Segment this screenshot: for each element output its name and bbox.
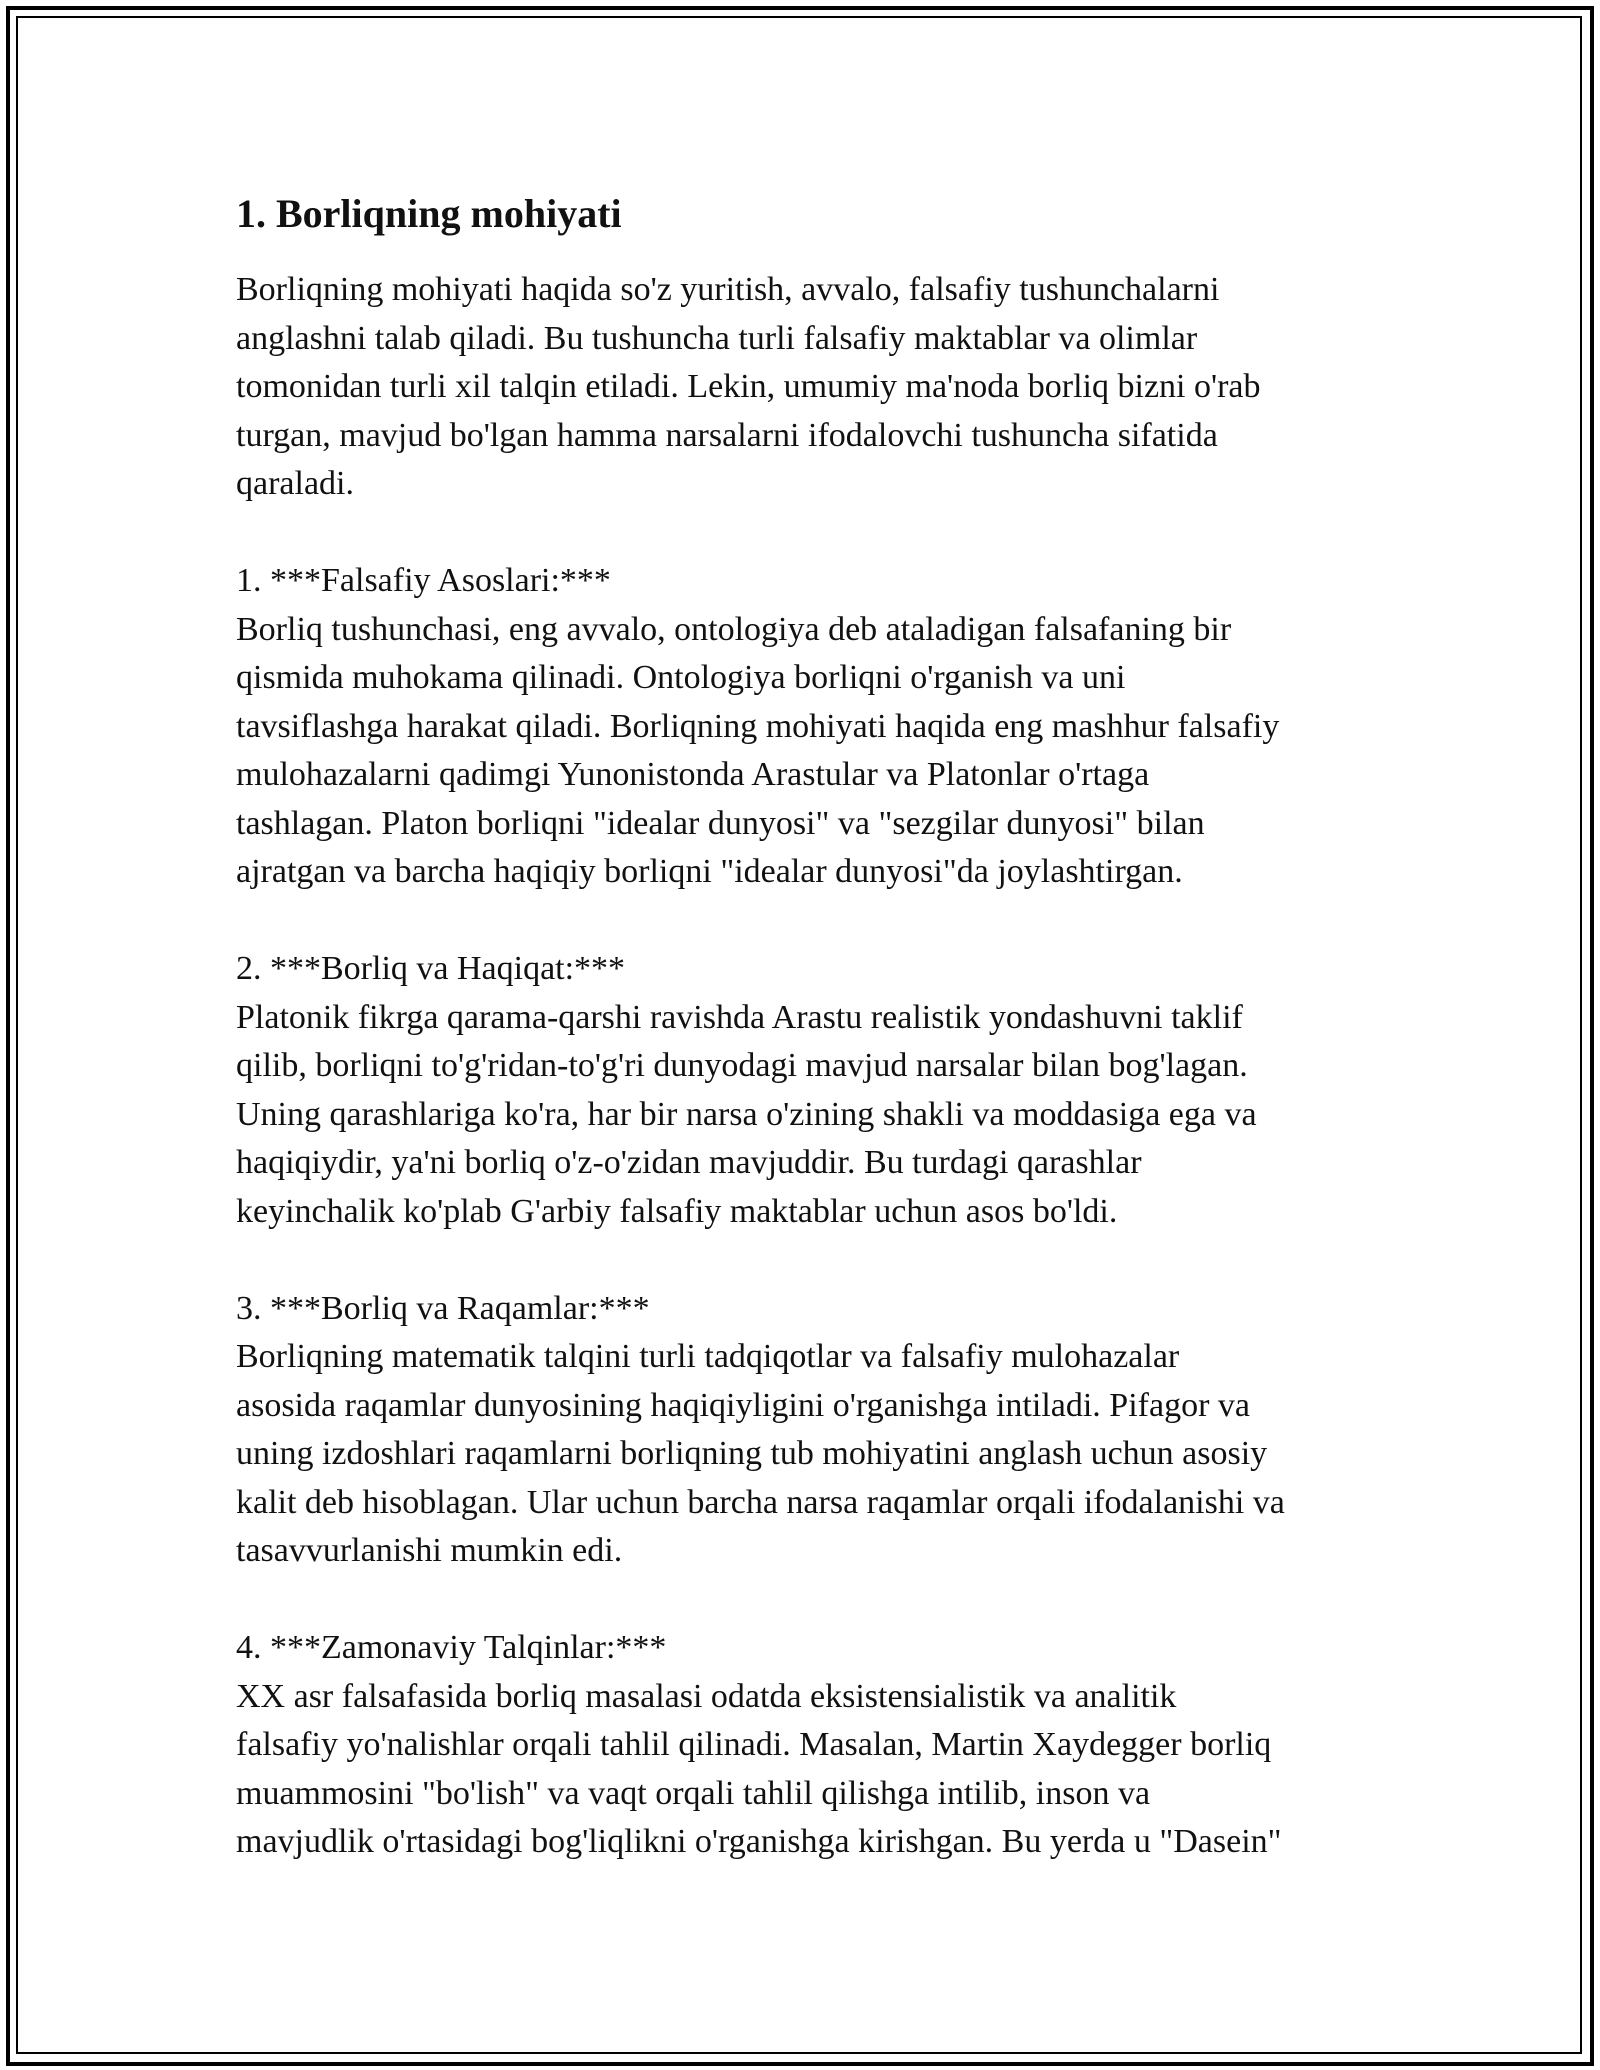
section-body: Borliq tushunchasi, eng avvalo, ontologiya deb ataladigan falsafaning bir qismida muhokama qilinadi. Ontologiya borliqni o'rganish va uni tavsiflashga harakat qiladi. Borliqning mohiyati haqida eng mashhur falsafiy mulohazalarni qadimgi Yunonistonda Arastular va Platonlar o'rtaga tashlagan. Platon borliqni "idealar dunyosi" va "sezgilar dunyosi" bilan ajratgan va barcha haqiqiy borliqni "idealar dunyosi"da joylashtirgan. [236,610,1280,890]
section-title: 2. ***Borliq va Haqiqat:*** [236,950,626,987]
section-falsafiy-asoslari [236,557,1386,897]
section-borliq-va-raqamlar [236,1285,1386,1576]
document-body [236,186,1386,1915]
page-title: 1. Borliqning mohiyati [236,191,622,236]
intro-paragraph: Borliqning mohiyati haqida so'z yuritish, avvalo, falsafiy tushunchalarni anglashni talab qiladi. Bu tushuncha turli falsafiy maktablar va olimlar tomonidan turli xil talqin etiladi. Lekin, umumiy ma'noda borliq bizni o'rab turgan, mavjud bo'lgan hamma narsalarni ifodalovchi tushuncha sifatida qaraladi. [236,271,1261,502]
section-borliq-va-haqiqat [236,945,1386,1236]
section-title: 1. ***Falsafiy Asoslari:*** [236,562,611,599]
section-body: Platonik fikrga qarama-qarshi ravishda Arastu realistik yondashuvni taklif qilib, borliqni to'g'ridan-to'g'ri dunyodagi mavjud narsalar bilan bog'lagan. Uning qarashlariga ko'ra, har bir narsa o'zining shakli va moddasiga ega va haqiqiydir, ya'ni borliq o'z-o'zidan mavjuddir. Bu turdagi qarashlar keyinchalik ko'plab G'arbiy falsafiy maktablar uchun asos bo'ldi. [236,998,1257,1230]
section-body: Borliqning matematik talqini turli tadqiqotlar va falsafiy mulohazalar asosida raqamlar dunyosining haqiqiyligini o'rganishga intiladi. Pifagor va uning izdoshlari raqamlarni borliqning tub mohiyatini anglash uchun asosiy kalit deb hisoblagan. Ular uchun barcha narsa raqamlar orqali ifodalanishi va tasavvurlanishi mumkin edi. [236,1338,1285,1569]
section-zamonaviy-talqinlar [236,1624,1386,1867]
section-title: 3. ***Borliq va Raqamlar:*** [236,1289,650,1327]
section-body: XX asr falsafasida borliq masalasi odatda eksistensialistik va analitik falsafiy yo'nalishlar orqali tahlil qilinadi. Masalan, Martin Xaydegger borliq muammosini "bo'lish" va vaqt orqali tahlil qilishga intilib, inson va mavjudlik o'rtasidagi bog'liqlikni o'rganishga kirishgan. Bu yerda u "Dasein" [236,1677,1282,1860]
section-title: 4. ***Zamonaviy Talqinlar:*** [236,1629,667,1666]
